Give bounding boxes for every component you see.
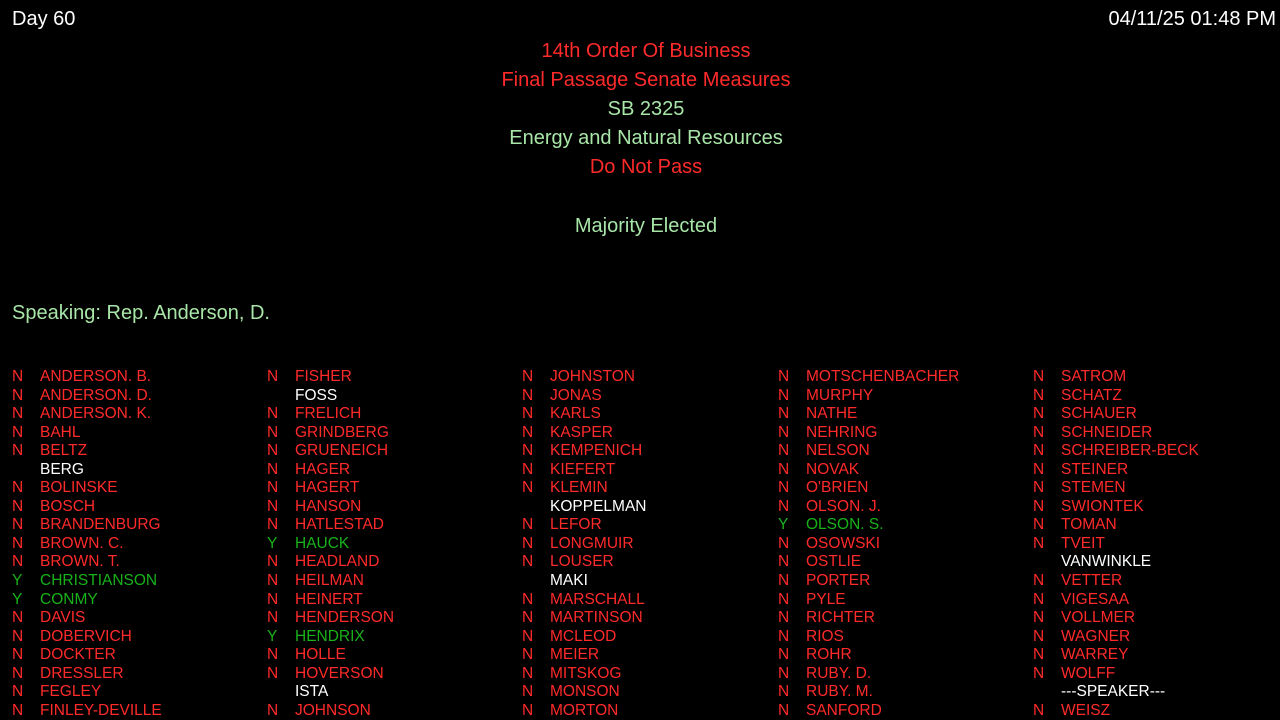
member-name: O'BRIEN (806, 479, 869, 497)
vote-indicator: Y (778, 516, 789, 534)
member-name: ANDERSON. B. (40, 368, 152, 385)
member-name: OLSON. S. (806, 516, 884, 534)
vote-indicator: N (267, 460, 279, 478)
member-name: LEFOR (550, 516, 602, 534)
member-name: WARREY (1061, 646, 1129, 664)
vote-indicator: N (522, 609, 534, 627)
member-name: WOLFF (1061, 664, 1116, 682)
member-name: CONMY (40, 590, 98, 608)
vote-indicator: N (12, 442, 24, 460)
member-name: KOPPELMAN (550, 497, 647, 515)
member-name: FRELICH (295, 405, 362, 423)
vote-indicator: N (12, 534, 24, 552)
member-name: DRESSLER (40, 664, 124, 682)
member-name: LOUSER (550, 553, 614, 571)
member-name: HENDRIX (295, 627, 365, 645)
member-name: STEINER (1061, 460, 1129, 478)
member-name: TOMAN (1061, 516, 1117, 534)
member-name: WAGNER (1061, 627, 1131, 645)
vote-indicator: N (267, 572, 279, 590)
member-name: MCLEOD (550, 627, 617, 645)
vote-indicator: N (1033, 423, 1045, 441)
vote-indicator: N (267, 423, 279, 441)
member-name: MARTINSON (550, 609, 643, 627)
vote-indicator: N (12, 497, 24, 515)
vote-indicator: N (267, 479, 279, 497)
member-name: MURPHY (806, 386, 874, 404)
vote-indicator: N (267, 701, 279, 719)
member-name: SANFORD (806, 701, 882, 719)
member-name: HENDERSON (295, 609, 395, 627)
member-name: MAKI (550, 572, 588, 590)
vote-indicator: N (267, 442, 279, 460)
member-name: HATLESTAD (295, 516, 384, 534)
vote-indicator: N (778, 590, 790, 608)
member-name: BRANDENBURG (40, 516, 161, 534)
vote-indicator: N (522, 479, 534, 497)
vote-indicator: Y (267, 627, 278, 645)
vote-indicator: N (1033, 368, 1045, 385)
member-name: KIEFERT (550, 460, 616, 478)
vote-indicator: N (12, 627, 24, 645)
member-name: BAHL (40, 423, 81, 441)
member-name: ROHR (806, 646, 852, 664)
vote-indicator: N (522, 534, 534, 552)
speaking-label: Speaking: Rep. Anderson, D. (12, 302, 270, 324)
member-name: DAVIS (40, 609, 86, 627)
vote-indicator: N (522, 683, 534, 701)
member-name: GRUENEICH (295, 442, 389, 460)
vote-indicator: N (778, 497, 790, 515)
member-name: KASPER (550, 423, 613, 441)
member-name: RUBY. D. (806, 664, 872, 682)
member-name: MORTON (550, 701, 619, 719)
member-name: WEISZ (1061, 701, 1111, 719)
member-name: NEHRING (806, 423, 878, 441)
vote-indicator: N (778, 572, 790, 590)
vote-indicator: N (1033, 609, 1045, 627)
vote-indicator: N (522, 516, 534, 534)
member-name: MOTSCHENBACHER (806, 368, 960, 385)
vote-indicator: N (12, 553, 24, 571)
vote-indicator: N (267, 516, 279, 534)
vote-indicator: N (1033, 534, 1045, 552)
member-name: SWIONTEK (1061, 497, 1144, 515)
member-name: MONSON (550, 683, 620, 701)
member-name: FEGLEY (40, 683, 102, 701)
vote-indicator: N (778, 664, 790, 682)
member-name: VETTER (1061, 572, 1123, 590)
member-name: RIOS (806, 627, 844, 645)
vote-indicator: N (12, 646, 24, 664)
vote-status: Majority Elected (574, 215, 718, 237)
vote-indicator: N (1033, 664, 1045, 682)
vote-indicator: N (522, 646, 534, 664)
member-name: STEMEN (1061, 479, 1126, 497)
member-name: MITSKOG (550, 664, 622, 682)
member-name: RICHTER (806, 609, 875, 627)
vote-indicator: N (778, 423, 790, 441)
member-name: SCHREIBER-BECK (1061, 442, 1199, 460)
vote-indicator: N (778, 368, 790, 385)
member-name: VOLLMER (1061, 609, 1136, 627)
member-name: SCHATZ (1061, 386, 1122, 404)
vote-indicator: N (522, 627, 534, 645)
vote-indicator: N (1033, 572, 1045, 590)
vote-indicator: N (1033, 627, 1045, 645)
vote-indicator: N (12, 701, 24, 719)
member-name: ANDERSON. D. (40, 386, 152, 404)
vote-indicator: N (1033, 516, 1045, 534)
member-name: FISHER (295, 368, 352, 385)
vote-indicator: N (12, 683, 24, 701)
member-name: LONGMUIR (550, 534, 634, 552)
vote-indicator: N (1033, 460, 1045, 478)
member-name: PYLE (806, 590, 846, 608)
member-name: CHRISTIANSON (40, 572, 158, 590)
vote-indicator: N (1033, 479, 1045, 497)
member-name: PORTER (806, 572, 871, 590)
member-name: BOLINSKE (40, 479, 118, 497)
member-name: HOVERSON (295, 664, 384, 682)
order-of-business: 14th Order Of Business (541, 40, 751, 62)
member-name: KARLS (550, 405, 601, 423)
member-name: DOBERVICH (40, 627, 132, 645)
vote-indicator: N (778, 701, 790, 719)
member-name: NATHE (806, 405, 858, 423)
vote-indicator: N (12, 609, 24, 627)
vote-indicator: N (267, 646, 279, 664)
datetime-label: 04/11/25 01:48 PM (1108, 8, 1276, 30)
member-name: HAGER (295, 460, 351, 478)
member-name: HEINERT (295, 590, 363, 608)
vote-indicator: N (1033, 701, 1045, 719)
vote-indicator: N (267, 664, 279, 682)
vote-indicator: N (522, 405, 534, 423)
member-name: FINLEY-DEVILLE (40, 701, 162, 719)
member-name: BROWN. T. (40, 553, 120, 571)
vote-indicator: N (778, 460, 790, 478)
member-name: HAUCK (295, 534, 350, 552)
committee-recommendation: Do Not Pass (589, 156, 703, 178)
member-name: SATROM (1061, 368, 1127, 385)
member-name: BELTZ (40, 442, 88, 460)
vote-indicator: N (778, 442, 790, 460)
member-name: BERG (40, 460, 84, 478)
vote-indicator: N (522, 386, 534, 404)
vote-indicator: N (1033, 405, 1045, 423)
member-name: GRINDBERG (295, 423, 389, 441)
member-name: JONAS (550, 386, 602, 404)
vote-indicator: N (1033, 646, 1045, 664)
vote-indicator: Y (12, 572, 23, 590)
vote-indicator: N (12, 368, 24, 385)
member-name: TVEIT (1061, 534, 1105, 552)
vote-indicator: N (12, 423, 24, 441)
vote-indicator: N (778, 534, 790, 552)
member-name: SCHNEIDER (1061, 423, 1153, 441)
member-name: VANWINKLE (1061, 553, 1152, 571)
vote-indicator: N (12, 516, 24, 534)
member-name: OLSON. J. (806, 497, 881, 515)
member-name: OSTLIE (806, 553, 862, 571)
member-name: BROWN. C. (40, 534, 124, 552)
vote-indicator: N (522, 423, 534, 441)
vote-indicator: Y (12, 590, 23, 608)
vote-indicator: N (12, 664, 24, 682)
member-name: ISTA (295, 683, 329, 701)
member-name: HAGERT (295, 479, 360, 497)
committee-name: Energy and Natural Resources (509, 127, 783, 149)
vote-indicator: N (1033, 442, 1045, 460)
bill-number: SB 2325 (607, 98, 685, 120)
vote-indicator: N (778, 683, 790, 701)
member-name: SCHAUER (1061, 405, 1137, 423)
member-name: ---SPEAKER--- (1061, 683, 1166, 701)
member-name: JOHNSTON (550, 368, 635, 385)
vote-indicator: N (12, 386, 24, 404)
vote-indicator: N (522, 590, 534, 608)
member-name: DOCKTER (40, 646, 116, 664)
vote-indicator: N (267, 609, 279, 627)
member-name: HOLLE (295, 646, 346, 664)
member-name: KLEMIN (550, 479, 608, 497)
vote-indicator: N (522, 701, 534, 719)
member-name: OSOWSKI (806, 534, 881, 552)
vote-indicator: N (267, 590, 279, 608)
member-name: HEADLAND (295, 553, 380, 571)
member-name: FOSS (295, 386, 338, 404)
member-name: NELSON (806, 442, 870, 460)
vote-indicator: N (12, 405, 24, 423)
vote-indicator: N (778, 553, 790, 571)
vote-indicator: N (778, 405, 790, 423)
vote-indicator: N (522, 553, 534, 571)
member-name: VIGESAA (1061, 590, 1130, 608)
member-name: JOHNSON (295, 701, 371, 719)
vote-indicator: N (1033, 590, 1045, 608)
measure-category: Final Passage Senate Measures (501, 69, 791, 91)
vote-indicator: N (12, 479, 24, 497)
day-label: Day 60 (12, 8, 76, 30)
vote-indicator: Y (267, 534, 278, 552)
member-name: HANSON (295, 497, 362, 515)
vote-indicator: N (522, 460, 534, 478)
vote-indicator: N (267, 368, 279, 385)
vote-indicator: N (778, 479, 790, 497)
vote-indicator: N (522, 664, 534, 682)
member-name: HEILMAN (295, 572, 364, 590)
vote-indicator: N (778, 646, 790, 664)
member-name: KEMPENICH (550, 442, 643, 460)
vote-indicator: N (778, 386, 790, 404)
vote-indicator: N (522, 442, 534, 460)
vote-indicator: N (267, 497, 279, 515)
vote-indicator: N (778, 609, 790, 627)
vote-indicator: N (267, 553, 279, 571)
member-name: BOSCH (40, 497, 96, 515)
member-name: ANDERSON. K. (40, 405, 152, 423)
vote-indicator: N (778, 627, 790, 645)
vote-indicator: N (522, 368, 534, 385)
member-name: RUBY. M. (806, 683, 873, 701)
member-name: NOVAK (806, 460, 860, 478)
vote-indicator: N (1033, 497, 1045, 515)
member-name: MEIER (550, 646, 600, 664)
vote-indicator: N (1033, 386, 1045, 404)
member-name: MARSCHALL (550, 590, 645, 608)
vote-indicator: N (267, 405, 279, 423)
